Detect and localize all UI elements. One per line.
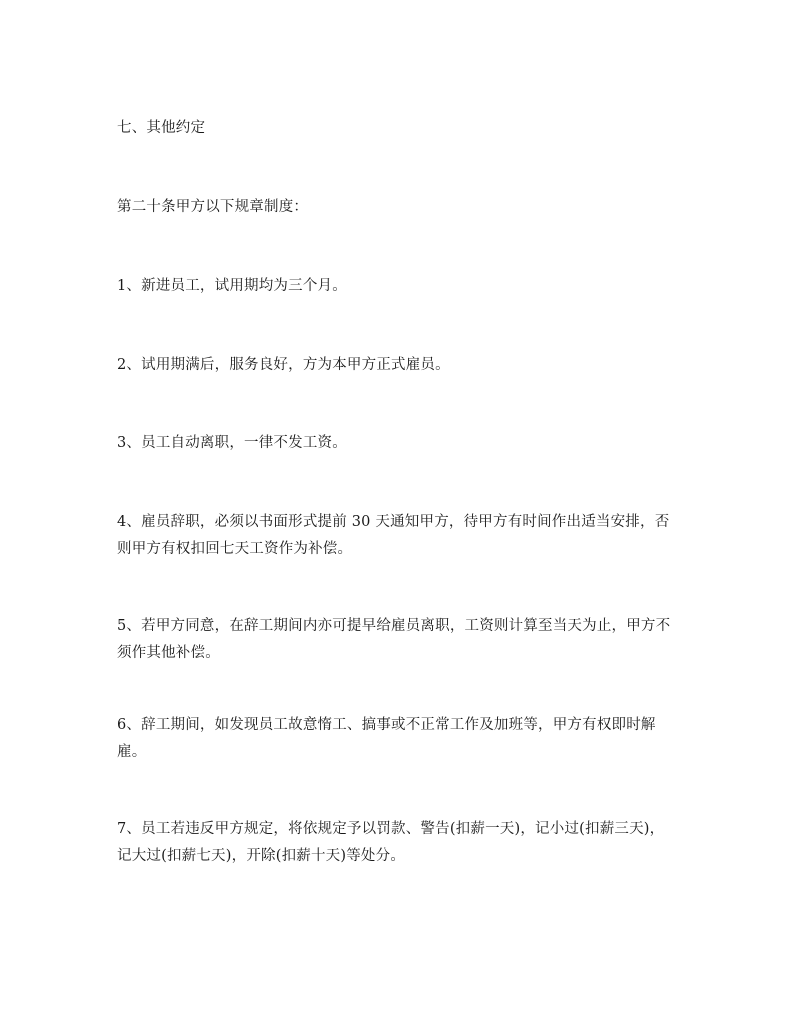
list-item: 4、雇员辞职，必须以书面形式提前 30 天通知甲方，待甲方有时间作出适当安排，否则甲方有权扣回七天工资作为补偿。	[117, 514, 670, 557]
list-item: 7、员工若违反甲方规定，将依规定予以罚款、警告(扣薪一天)，记小过(扣薪三天)，记大过(扣薪七天)，开除(扣薪十天)等处分。	[117, 821, 665, 864]
list-item: 2、试用期满后，服务良好，方为本甲方正式雇员。	[117, 357, 450, 373]
article-heading: 第二十条甲方以下规章制度：	[117, 199, 309, 215]
section-title: 七、其他约定	[117, 120, 206, 136]
list-item: 1、新进员工，试用期均为三个月。	[117, 278, 347, 294]
list-item: 3、员工自动离职，一律不发工资。	[117, 435, 347, 451]
list-item: 6、辞工期间，如发现员工故意惰工、搞事或不正常工作及加班等，甲方有权即时解雇。	[117, 717, 656, 760]
list-item: 5、若甲方同意，在辞工期间内亦可提早给雇员离职，工资则计算至当天为止，甲方不须作其他补偿。	[117, 618, 671, 661]
